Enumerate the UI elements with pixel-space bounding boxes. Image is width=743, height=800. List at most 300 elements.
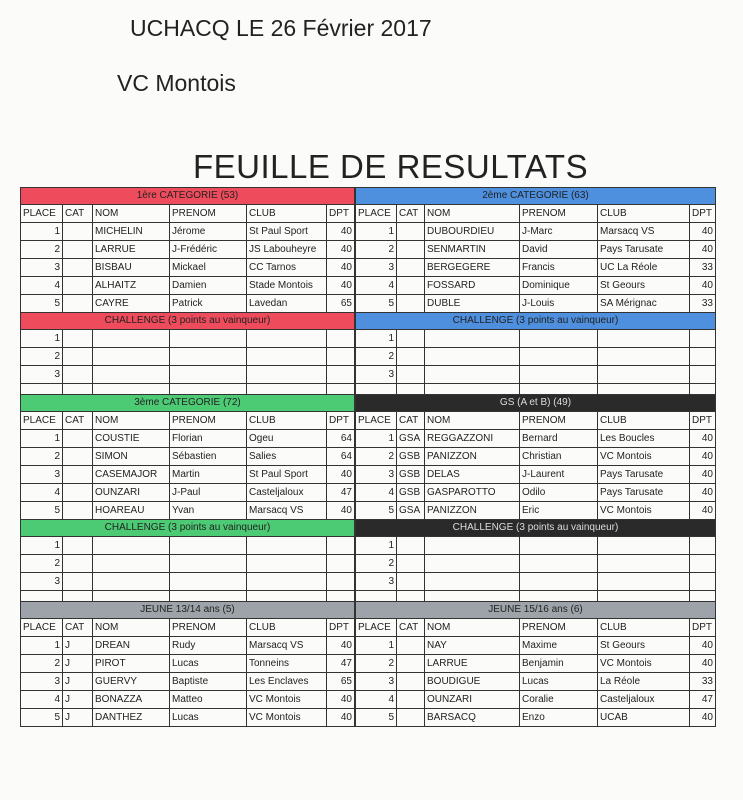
cell-last-name bbox=[425, 537, 520, 555]
cell-category bbox=[397, 691, 425, 709]
band-title: JEUNE 15/16 ans (6) bbox=[356, 602, 716, 619]
column-header-dpt: DPT bbox=[327, 619, 355, 637]
cell-last-name: PIROT bbox=[93, 655, 170, 673]
cell-first-name bbox=[170, 366, 247, 384]
cell-first-name: Patrick bbox=[170, 295, 247, 313]
challenge-row bbox=[21, 330, 355, 348]
column-header-club: CLUB bbox=[247, 205, 327, 223]
cell-club: Marsacq VS bbox=[247, 637, 327, 655]
cell-first-name: Maxime bbox=[520, 637, 598, 655]
cell-club: Marsacq VS bbox=[598, 223, 690, 241]
cell-department: 64 bbox=[327, 430, 355, 448]
cell-first-name: Martin bbox=[170, 466, 247, 484]
cell-last-name bbox=[93, 573, 170, 591]
column-header-place: PLACE bbox=[21, 619, 63, 637]
result-row bbox=[21, 691, 355, 709]
spacer-cell bbox=[247, 384, 327, 395]
column-header-nom: NOM bbox=[93, 205, 170, 223]
cell-place: 2 bbox=[21, 241, 63, 259]
result-row bbox=[356, 709, 716, 727]
cell-category bbox=[63, 223, 93, 241]
cell-last-name: GUERVY bbox=[93, 673, 170, 691]
column-header-cat: CAT bbox=[63, 619, 93, 637]
column-header-dpt: DPT bbox=[690, 205, 716, 223]
challenge-row bbox=[356, 537, 716, 555]
cell-first-name: J-Louis bbox=[520, 295, 598, 313]
cell-category bbox=[63, 241, 93, 259]
cell-category bbox=[63, 348, 93, 366]
cell-last-name: DUBOURDIEU bbox=[425, 223, 520, 241]
challenge-row bbox=[21, 366, 355, 384]
result-row bbox=[356, 655, 716, 673]
cell-place: 5 bbox=[356, 295, 397, 313]
cell-category bbox=[397, 259, 425, 277]
cell-category bbox=[63, 330, 93, 348]
spacer-cell bbox=[93, 591, 170, 602]
result-row bbox=[21, 448, 355, 466]
cell-department bbox=[327, 348, 355, 366]
cell-club bbox=[598, 555, 690, 573]
cell-first-name: Lucas bbox=[170, 655, 247, 673]
cell-first-name bbox=[170, 348, 247, 366]
cell-first-name: Coralie bbox=[520, 691, 598, 709]
cell-club: St Paul Sport bbox=[247, 223, 327, 241]
cell-place: 5 bbox=[21, 709, 63, 727]
cell-category bbox=[63, 555, 93, 573]
spacer-cell bbox=[93, 384, 170, 395]
column-header-row bbox=[356, 205, 716, 223]
result-row bbox=[356, 502, 716, 520]
challenge-row bbox=[21, 573, 355, 591]
spacer-cell bbox=[425, 591, 520, 602]
challenge-row bbox=[21, 348, 355, 366]
column-header-prenom: PRENOM bbox=[170, 205, 247, 223]
cell-place: 1 bbox=[356, 637, 397, 655]
cell-category bbox=[63, 259, 93, 277]
result-row bbox=[21, 673, 355, 691]
cell-place: 2 bbox=[356, 348, 397, 366]
cell-last-name: SENMARTIN bbox=[425, 241, 520, 259]
cell-last-name bbox=[93, 537, 170, 555]
cell-club bbox=[247, 555, 327, 573]
cell-first-name: Odilo bbox=[520, 484, 598, 502]
cell-club: Les Enclaves bbox=[247, 673, 327, 691]
cell-place: 4 bbox=[356, 484, 397, 502]
cell-department: 40 bbox=[690, 484, 716, 502]
column-header-nom: NOM bbox=[425, 412, 520, 430]
cell-last-name: OUNZARI bbox=[425, 691, 520, 709]
result-row bbox=[21, 655, 355, 673]
cell-department: 40 bbox=[690, 430, 716, 448]
band-title: GS (A et B) (49) bbox=[356, 395, 716, 412]
band-title: 2ème CATEGORIE (63) bbox=[356, 188, 716, 205]
challenge-row bbox=[21, 555, 355, 573]
cell-place: 2 bbox=[356, 241, 397, 259]
cell-first-name: Jérome bbox=[170, 223, 247, 241]
cell-place: 3 bbox=[356, 366, 397, 384]
column-header-club: CLUB bbox=[598, 412, 690, 430]
cell-last-name: DUBLE bbox=[425, 295, 520, 313]
cell-category bbox=[397, 223, 425, 241]
category-band bbox=[21, 602, 355, 619]
results-table-left bbox=[20, 187, 355, 727]
cell-department bbox=[690, 537, 716, 555]
cell-last-name bbox=[93, 348, 170, 366]
cell-club: UCAB bbox=[598, 709, 690, 727]
column-header-cat: CAT bbox=[63, 412, 93, 430]
cell-department bbox=[327, 537, 355, 555]
cell-department: 40 bbox=[690, 223, 716, 241]
cell-category bbox=[63, 366, 93, 384]
cell-first-name: Lucas bbox=[170, 709, 247, 727]
cell-department: 40 bbox=[327, 259, 355, 277]
column-header-dpt: DPT bbox=[327, 205, 355, 223]
column-header-row bbox=[21, 412, 355, 430]
spacer-cell bbox=[21, 591, 63, 602]
column-header-dpt: DPT bbox=[327, 412, 355, 430]
cell-club: Ogeu bbox=[247, 430, 327, 448]
challenge-row bbox=[356, 348, 716, 366]
cell-place: 2 bbox=[21, 348, 63, 366]
cell-club bbox=[247, 366, 327, 384]
cell-last-name: OUNZARI bbox=[93, 484, 170, 502]
cell-club bbox=[247, 537, 327, 555]
organizer-heading: VC Montois bbox=[117, 70, 236, 96]
cell-category bbox=[397, 366, 425, 384]
band-title: CHALLENGE (3 points au vainqueur) bbox=[356, 520, 716, 537]
cell-last-name: BONAZZA bbox=[93, 691, 170, 709]
cell-first-name: Francis bbox=[520, 259, 598, 277]
spacer-row bbox=[356, 384, 716, 395]
cell-place: 4 bbox=[356, 277, 397, 295]
cell-category bbox=[397, 348, 425, 366]
cell-first-name: Dominique bbox=[520, 277, 598, 295]
spacer-row bbox=[356, 591, 716, 602]
category-band bbox=[356, 602, 716, 619]
cell-department: 40 bbox=[690, 466, 716, 484]
cell-first-name bbox=[170, 573, 247, 591]
cell-department: 40 bbox=[690, 448, 716, 466]
challenge-band bbox=[356, 313, 716, 330]
result-row bbox=[21, 709, 355, 727]
spacer-cell bbox=[327, 591, 355, 602]
cell-category bbox=[397, 573, 425, 591]
result-row bbox=[21, 466, 355, 484]
challenge-row bbox=[356, 555, 716, 573]
cell-first-name: Rudy bbox=[170, 637, 247, 655]
spacer-row bbox=[21, 384, 355, 395]
cell-last-name: DREAN bbox=[93, 637, 170, 655]
cell-last-name: HOAREAU bbox=[93, 502, 170, 520]
cell-club: CC Tarnos bbox=[247, 259, 327, 277]
cell-place: 3 bbox=[356, 259, 397, 277]
cell-last-name bbox=[93, 366, 170, 384]
cell-category bbox=[397, 673, 425, 691]
cell-department bbox=[327, 555, 355, 573]
cell-last-name: LARRUE bbox=[93, 241, 170, 259]
cell-department bbox=[327, 366, 355, 384]
cell-first-name: J-Laurent bbox=[520, 466, 598, 484]
cell-last-name bbox=[425, 330, 520, 348]
cell-department: 40 bbox=[690, 241, 716, 259]
cell-department: 33 bbox=[690, 295, 716, 313]
cell-department: 40 bbox=[327, 709, 355, 727]
cell-last-name: GASPAROTTO bbox=[425, 484, 520, 502]
cell-first-name: J-Frédéric bbox=[170, 241, 247, 259]
challenge-band bbox=[21, 520, 355, 537]
spacer-cell bbox=[425, 384, 520, 395]
cell-club bbox=[247, 573, 327, 591]
cell-club: Lavedan bbox=[247, 295, 327, 313]
cell-place: 1 bbox=[21, 637, 63, 655]
cell-place: 1 bbox=[21, 537, 63, 555]
cell-last-name: FOSSARD bbox=[425, 277, 520, 295]
cell-first-name: J-Paul bbox=[170, 484, 247, 502]
band-title: 1ère CATEGORIE (53) bbox=[21, 188, 355, 205]
cell-place: 4 bbox=[21, 691, 63, 709]
cell-place: 3 bbox=[356, 673, 397, 691]
cell-last-name: REGGAZZONI bbox=[425, 430, 520, 448]
cell-first-name: Baptiste bbox=[170, 673, 247, 691]
spacer-cell bbox=[397, 384, 425, 395]
cell-first-name: David bbox=[520, 241, 598, 259]
cell-category bbox=[63, 502, 93, 520]
challenge-row bbox=[21, 537, 355, 555]
cell-club: Pays Tarusate bbox=[598, 241, 690, 259]
cell-last-name: BERGEGERE bbox=[425, 259, 520, 277]
result-row bbox=[356, 484, 716, 502]
cell-club: VC Montois bbox=[598, 448, 690, 466]
cell-last-name: DELAS bbox=[425, 466, 520, 484]
cell-first-name: Eric bbox=[520, 502, 598, 520]
cell-club bbox=[247, 348, 327, 366]
cell-club: Casteljaloux bbox=[247, 484, 327, 502]
cell-department: 47 bbox=[327, 655, 355, 673]
cell-place: 4 bbox=[356, 691, 397, 709]
result-row bbox=[356, 430, 716, 448]
cell-category: J bbox=[63, 691, 93, 709]
cell-department: 40 bbox=[327, 502, 355, 520]
cell-place: 1 bbox=[356, 430, 397, 448]
result-row bbox=[21, 484, 355, 502]
column-header-cat: CAT bbox=[397, 412, 425, 430]
cell-category bbox=[397, 295, 425, 313]
spacer-cell bbox=[63, 591, 93, 602]
column-header-row bbox=[21, 205, 355, 223]
cell-last-name: CASEMAJOR bbox=[93, 466, 170, 484]
cell-club bbox=[598, 537, 690, 555]
result-row bbox=[356, 259, 716, 277]
cell-department: 40 bbox=[690, 655, 716, 673]
cell-department bbox=[690, 348, 716, 366]
cell-category bbox=[397, 277, 425, 295]
cell-first-name bbox=[520, 366, 598, 384]
results-table-right bbox=[355, 187, 716, 727]
cell-category bbox=[63, 484, 93, 502]
cell-category: GSB bbox=[397, 484, 425, 502]
result-row bbox=[21, 241, 355, 259]
cell-first-name: Lucas bbox=[520, 673, 598, 691]
cell-department: 64 bbox=[327, 448, 355, 466]
cell-place: 5 bbox=[356, 709, 397, 727]
column-header-prenom: PRENOM bbox=[170, 412, 247, 430]
cell-club bbox=[247, 330, 327, 348]
cell-place: 2 bbox=[21, 655, 63, 673]
column-header-row bbox=[356, 412, 716, 430]
cell-category: GSA bbox=[397, 430, 425, 448]
cell-club bbox=[598, 366, 690, 384]
challenge-band bbox=[21, 313, 355, 330]
cell-first-name bbox=[170, 555, 247, 573]
spacer-cell bbox=[690, 591, 716, 602]
result-row bbox=[21, 430, 355, 448]
cell-department: 40 bbox=[327, 277, 355, 295]
cell-first-name bbox=[520, 573, 598, 591]
column-header-nom: NOM bbox=[425, 205, 520, 223]
spacer-cell bbox=[598, 591, 690, 602]
cell-category bbox=[397, 637, 425, 655]
cell-category bbox=[397, 555, 425, 573]
cell-club: St Geours bbox=[598, 637, 690, 655]
cell-first-name: Mickael bbox=[170, 259, 247, 277]
band-title: 3ème CATEGORIE (72) bbox=[21, 395, 355, 412]
cell-department: 47 bbox=[327, 484, 355, 502]
column-header-place: PLACE bbox=[356, 205, 397, 223]
result-row bbox=[356, 637, 716, 655]
cell-place: 3 bbox=[21, 573, 63, 591]
cell-department: 40 bbox=[327, 241, 355, 259]
cell-last-name bbox=[425, 555, 520, 573]
column-header-row bbox=[356, 619, 716, 637]
cell-department: 40 bbox=[690, 277, 716, 295]
cell-category: J bbox=[63, 655, 93, 673]
cell-club: St Paul Sport bbox=[247, 466, 327, 484]
result-row bbox=[21, 277, 355, 295]
cell-place: 4 bbox=[21, 484, 63, 502]
cell-last-name: PANIZZON bbox=[425, 502, 520, 520]
cell-department: 40 bbox=[690, 637, 716, 655]
column-header-cat: CAT bbox=[397, 205, 425, 223]
cell-category: J bbox=[63, 673, 93, 691]
cell-last-name: BISBAU bbox=[93, 259, 170, 277]
cell-last-name bbox=[93, 555, 170, 573]
cell-place: 5 bbox=[356, 502, 397, 520]
cell-department: 47 bbox=[690, 691, 716, 709]
cell-first-name bbox=[520, 555, 598, 573]
cell-club: SA Mérignac bbox=[598, 295, 690, 313]
cell-last-name: MICHELIN bbox=[93, 223, 170, 241]
cell-first-name bbox=[520, 330, 598, 348]
cell-first-name bbox=[170, 330, 247, 348]
column-header-club: CLUB bbox=[247, 412, 327, 430]
spacer-cell bbox=[170, 384, 247, 395]
cell-category bbox=[397, 709, 425, 727]
band-title: CHALLENGE (3 points au vainqueur) bbox=[356, 313, 716, 330]
cell-first-name: Benjamin bbox=[520, 655, 598, 673]
cell-department: 33 bbox=[690, 673, 716, 691]
cell-club: VC Montois bbox=[247, 709, 327, 727]
cell-club: Casteljaloux bbox=[598, 691, 690, 709]
cell-place: 2 bbox=[356, 448, 397, 466]
cell-last-name: DANTHEZ bbox=[93, 709, 170, 727]
band-title: CHALLENGE (3 points au vainqueur) bbox=[21, 520, 355, 537]
column-header-dpt: DPT bbox=[690, 412, 716, 430]
column-header-cat: CAT bbox=[63, 205, 93, 223]
cell-last-name: SIMON bbox=[93, 448, 170, 466]
cell-last-name bbox=[425, 573, 520, 591]
cell-category bbox=[63, 573, 93, 591]
cell-category: GSB bbox=[397, 466, 425, 484]
cell-department: 40 bbox=[327, 223, 355, 241]
cell-department: 40 bbox=[327, 466, 355, 484]
cell-category bbox=[397, 655, 425, 673]
cell-first-name: Florian bbox=[170, 430, 247, 448]
column-header-prenom: PRENOM bbox=[520, 412, 598, 430]
spacer-cell bbox=[327, 384, 355, 395]
cell-department bbox=[690, 330, 716, 348]
cell-department: 40 bbox=[690, 709, 716, 727]
cell-department: 33 bbox=[690, 259, 716, 277]
cell-club: St Geours bbox=[598, 277, 690, 295]
cell-club: Tonneins bbox=[247, 655, 327, 673]
cell-last-name: NAY bbox=[425, 637, 520, 655]
cell-club bbox=[598, 348, 690, 366]
cell-club: VC Montois bbox=[598, 655, 690, 673]
cell-place: 3 bbox=[21, 466, 63, 484]
cell-last-name: ALHAITZ bbox=[93, 277, 170, 295]
cell-category bbox=[63, 430, 93, 448]
spacer-cell bbox=[520, 591, 598, 602]
cell-category: GSA bbox=[397, 502, 425, 520]
column-header-dpt: DPT bbox=[690, 619, 716, 637]
cell-first-name bbox=[170, 537, 247, 555]
category-band bbox=[356, 395, 716, 412]
cell-department bbox=[690, 555, 716, 573]
cell-club: Marsacq VS bbox=[247, 502, 327, 520]
cell-place: 3 bbox=[21, 259, 63, 277]
cell-place: 3 bbox=[356, 573, 397, 591]
spacer-cell bbox=[356, 591, 397, 602]
cell-category bbox=[397, 330, 425, 348]
cell-place: 1 bbox=[356, 537, 397, 555]
result-row bbox=[356, 277, 716, 295]
cell-place: 2 bbox=[356, 555, 397, 573]
challenge-row bbox=[356, 330, 716, 348]
cell-last-name bbox=[425, 348, 520, 366]
cell-club bbox=[598, 573, 690, 591]
cell-place: 1 bbox=[21, 430, 63, 448]
result-row bbox=[21, 259, 355, 277]
column-header-club: CLUB bbox=[598, 619, 690, 637]
cell-last-name: BOUDIGUE bbox=[425, 673, 520, 691]
challenge-row bbox=[356, 366, 716, 384]
cell-club: Pays Tarusate bbox=[598, 466, 690, 484]
spacer-row bbox=[21, 591, 355, 602]
spacer-cell bbox=[247, 591, 327, 602]
challenge-row bbox=[356, 573, 716, 591]
spacer-cell bbox=[356, 384, 397, 395]
cell-category bbox=[63, 295, 93, 313]
cell-club: Pays Tarusate bbox=[598, 484, 690, 502]
cell-category bbox=[397, 241, 425, 259]
column-header-nom: NOM bbox=[93, 619, 170, 637]
cell-category: J bbox=[63, 637, 93, 655]
spacer-cell bbox=[170, 591, 247, 602]
category-band bbox=[21, 188, 355, 205]
cell-place: 1 bbox=[356, 223, 397, 241]
cell-department: 40 bbox=[327, 691, 355, 709]
cell-first-name: Bernard bbox=[520, 430, 598, 448]
